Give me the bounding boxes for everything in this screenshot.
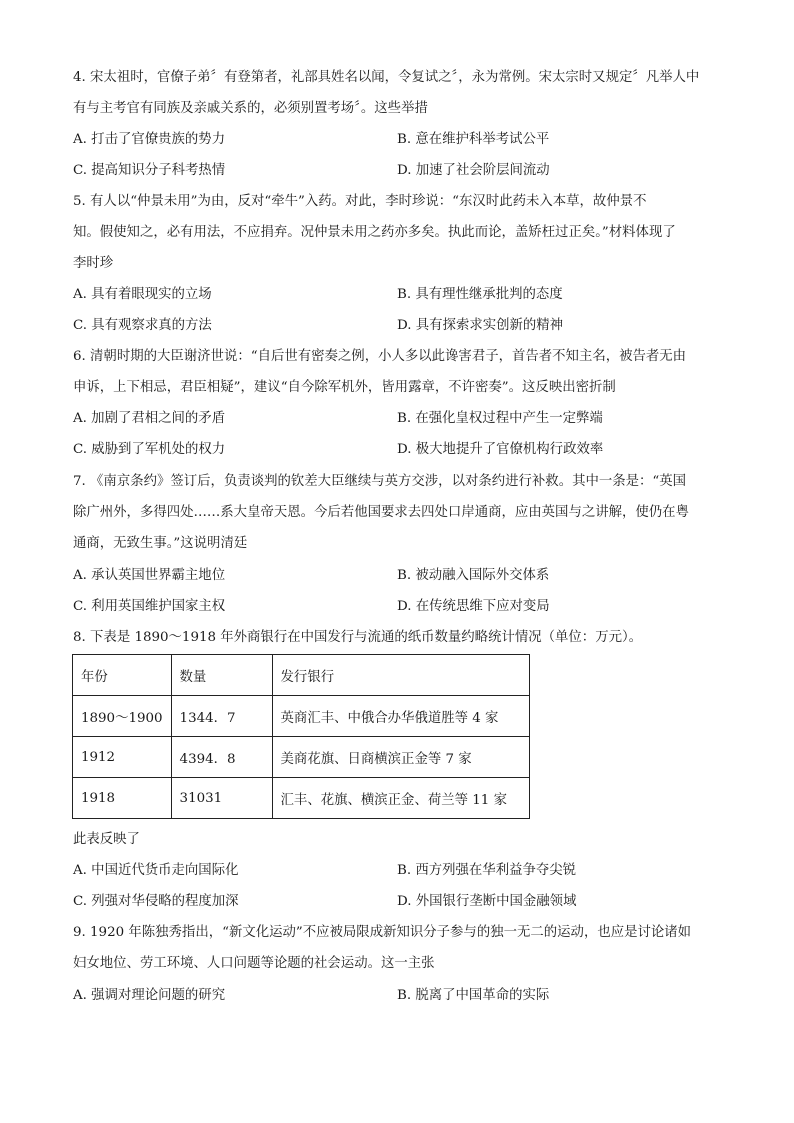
q8-option-d[interactable]: D. 外国银行垄断中国金融领域 [397, 894, 577, 909]
table-row [73, 696, 530, 737]
q5-option-c[interactable]: C. 具有观察求真的方法 [73, 318, 212, 333]
table-cell-banks: 英商汇丰、中俄合办华俄道胜等 4 家 [272, 696, 529, 737]
q4-stem-line-2: 有与主考官有同族及亲戚关系的，必须别置考场〞。这些举措 [73, 101, 428, 116]
q6-option-c[interactable]: C. 威胁到了军机处的权力 [73, 442, 226, 457]
table-cell-year: 1890～1900 [73, 696, 172, 737]
table-row [73, 737, 530, 778]
q5-stem-line-2: 知。假使知之，必有用法，不应捐弃。况仲景未用之药亦多矣。执此而论，盖矫枉过正矣。”材料体现了 [73, 225, 676, 240]
banknote-table [72, 654, 530, 819]
q7-option-d[interactable]: D. 在传统思维下应对变局 [397, 599, 550, 614]
q6-stem-line-1: 6. 清朝时期的大臣谢济世说：“自后世有密奏之例，小人多以此谗害君子，首告者不知主名，被告者无由 [73, 349, 687, 364]
q4-option-a[interactable]: A. 打击了官僚贵族的势力 [73, 132, 226, 147]
table-header-row [73, 655, 530, 696]
q4-option-b[interactable]: B. 意在维护科举考试公平 [397, 132, 550, 147]
table-cell-banks: 汇丰、花旗、横滨正金、荷兰等 11 家 [272, 778, 529, 819]
q9-option-b[interactable]: B. 脱离了中国革命的实际 [397, 988, 550, 1003]
table-row [73, 778, 530, 819]
q9-stem-line-1: 9. 1920 年陈独秀指出，“新文化运动”不应被局限成新知识分子参与的独一无二的运动，也应是讨论诸如 [73, 925, 692, 940]
table-cell-year: 1912 [73, 737, 172, 778]
q6-option-b[interactable]: B. 在强化皇权过程中产生一定弊端 [397, 411, 603, 426]
q7-stem-line-2: 除广州外，多得四处……系大皇帝天恩。今后若他国要求去四处口岸通商，应由英国与之讲解，使仍在粤 [73, 505, 689, 520]
q9-stem-line-2: 妇女地位、劳工环境、人口问题等论题的社会运动。这一主张 [73, 956, 435, 971]
table-header-banks: 发行银行 [272, 655, 529, 696]
q5-option-a[interactable]: A. 具有着眼现实的立场 [73, 287, 212, 302]
q4-option-c[interactable]: C. 提高知识分子科考热情 [73, 163, 226, 178]
q5-option-b[interactable]: B. 具有理性继承批判的态度 [397, 287, 563, 302]
table-header-year: 年份 [73, 655, 172, 696]
q6-option-d[interactable]: D. 极大地提升了官僚机构行政效率 [397, 442, 604, 457]
q7-option-a[interactable]: A. 承认英国世界霸主地位 [73, 568, 226, 583]
q8-stem-after-table: 此表反映了 [73, 832, 140, 847]
q5-stem-line-1: 5. 有人以“仲景未用”为由，反对“牵牛”入药。对此，李时珍说：“东汉时此药未入本草，故仲景不 [73, 194, 647, 209]
q4-option-d[interactable]: D. 加速了社会阶层间流动 [397, 163, 550, 178]
q7-option-b[interactable]: B. 被动融入国际外交体系 [397, 568, 550, 583]
q8-stem-line-1: 8. 下表是 1890～1918 年外商银行在中国发行与流通的纸币数量约略统计情况（单位：万元）。 [73, 630, 643, 645]
q8-option-c[interactable]: C. 列强对华侵略的程度加深 [73, 894, 239, 909]
q9-option-a[interactable]: A. 强调对理论问题的研究 [73, 988, 226, 1003]
table-cell-amount: 31031 [171, 778, 272, 819]
q8-option-a[interactable]: A. 中国近代货币走向国际化 [73, 863, 239, 878]
q5-option-d[interactable]: D. 具有探索求实创新的精神 [397, 318, 564, 333]
table-cell-year: 1918 [73, 778, 172, 819]
q8-option-b[interactable]: B. 西方列强在华利益争夺尖锐 [397, 863, 577, 878]
q7-stem-line-3: 通商，无致生事。”这说明清廷 [73, 536, 248, 551]
q4-stem-line-1: 4. 宋太祖时，官僚子弟〞有登第者，礼部具姓名以闻，令复试之〞，永为常例。宋太宗时又规定〞凡举人中 [73, 70, 700, 85]
table-cell-amount: 1344．7 [171, 696, 272, 737]
q7-stem-line-1: 7. 《南京条约》签订后，负责谈判的钦差大臣继续与英方交涉，以对条约进行补救。其中一条是：“英国 [73, 474, 687, 489]
q7-option-c[interactable]: C. 利用英国维护国家主权 [73, 599, 226, 614]
table-cell-banks: 美商花旗、日商横滨正金等 7 家 [272, 737, 529, 778]
q5-stem-line-3: 李时珍 [73, 256, 114, 271]
q6-option-a[interactable]: A. 加剧了君相之间的矛盾 [73, 411, 226, 426]
table-cell-amount: 4394．8 [171, 737, 272, 778]
q6-stem-line-2: 申诉，上下相忌，君臣相疑”，建议“自今除军机外，皆用露章，不许密奏”。这反映出密折制 [73, 380, 616, 395]
table-header-amount: 数量 [171, 655, 272, 696]
